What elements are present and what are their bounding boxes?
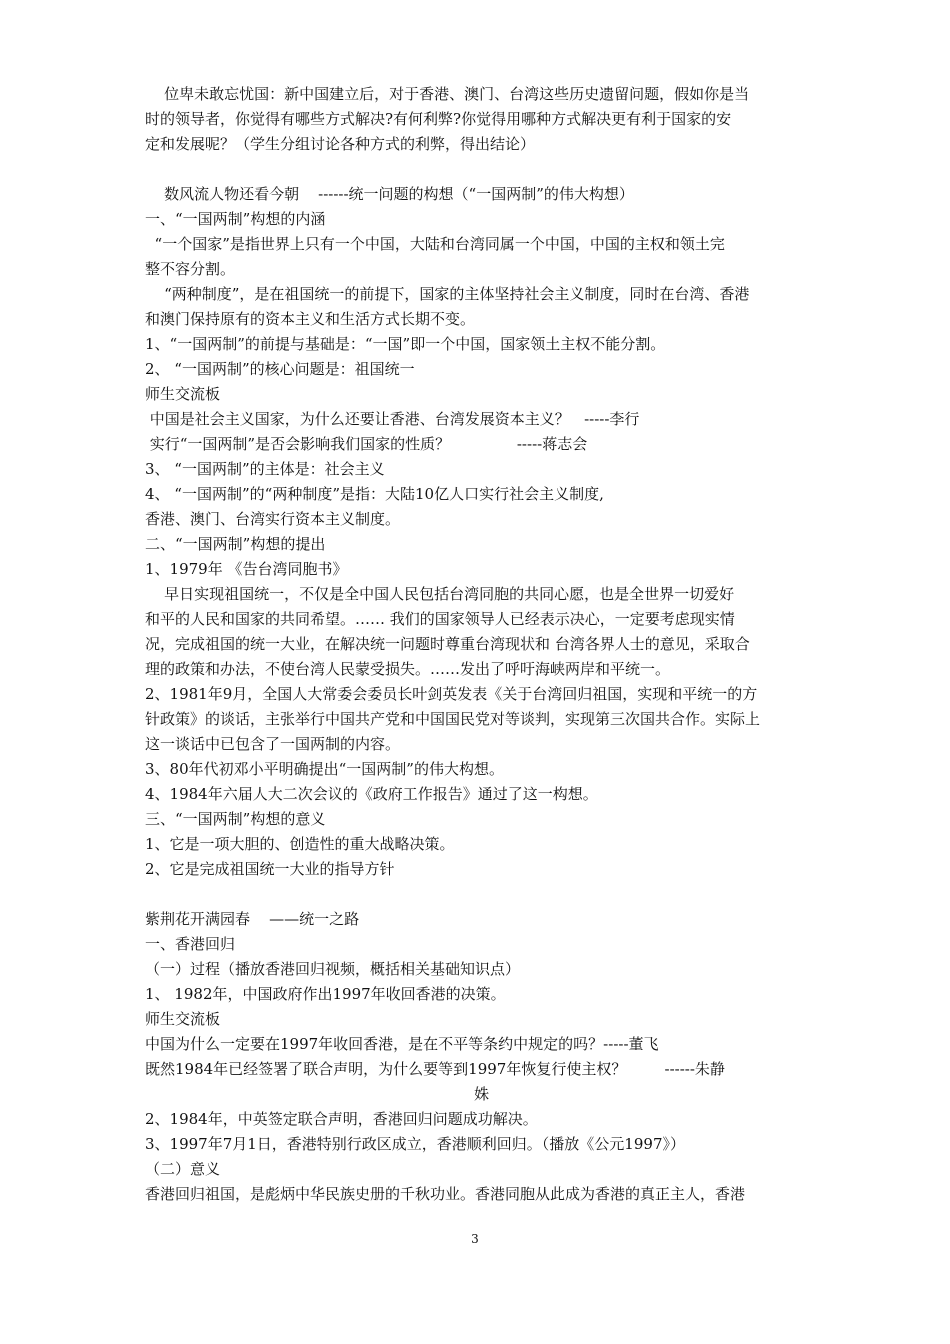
- page-number: 3: [471, 1232, 479, 1246]
- text-line: 和平的人民和国家的共同希望。…… 我们的国家领导人已经表示决心，一定要考虑现实情: [145, 610, 735, 628]
- text-line: 针政策》的谈话，主张举行中国共产党和中国国民党对等谈判，实现第三次国共合作。实际上: [145, 710, 761, 728]
- section-title: 紫荆花开满园春 ——统一之路: [145, 910, 360, 928]
- text-line: 实行“一国两制”是否会影响我们国家的性质？ -----蒋志会: [145, 435, 588, 453]
- subheading: （二）意义: [145, 1160, 221, 1178]
- text-line: 时的领导者，你觉得有哪些方式解决?有何利弊?你觉得用哪种方式解决更有利于国家的安: [145, 110, 732, 128]
- text-line: 中国是社会主义国家，为什么还要让香港、台湾发展资本主义？ -----李行: [145, 410, 640, 428]
- text-line: 3、80年代初邓小平明确提出“一国两制”的伟大构想。: [145, 760, 504, 778]
- text-line: 定和发展呢？（学生分组讨论各种方式的利弊，得出结论）: [145, 135, 536, 153]
- text-line: 位卑未敢忘忧国：新中国建立后，对于香港、澳门、台湾这些历史遗留问题，假如你是当: [145, 85, 750, 103]
- subheading: 师生交流板: [145, 385, 221, 403]
- text-line: 3、1997年7月1日，香港特别行政区成立，香港顺利回归。（播放《公元1997》）: [145, 1135, 685, 1153]
- text-line: 早日实现祖国统一，不仅是全中国人民包括台湾同胞的共同心愿，也是全世界一切爱好: [145, 585, 735, 603]
- subheading: 师生交流板: [145, 1010, 221, 1028]
- text-line: 理的政策和办法，不使台湾人民蒙受损失。……发出了呼吁海峡两岸和平统一。: [145, 660, 671, 678]
- heading: 一、“一国两制”构想的内涵: [145, 210, 326, 228]
- text-line: 2、1984年，中英签定联合声明，香港回归问题成功解决。: [145, 1110, 538, 1128]
- text-line: 和澳门保持原有的资本主义和生活方式长期不变。: [145, 310, 476, 328]
- text-line: 2、它是完成祖国统一大业的指导方针: [145, 860, 395, 878]
- text-line: 这一谈话中已包含了一国两制的内容。: [145, 735, 401, 753]
- text-line: 整不容分割。: [145, 260, 236, 278]
- text-line: 1、1979年 《告台湾同胞书》: [145, 560, 348, 578]
- text-line: 中国为什么一定要在1997年收回香港，是在不平等条约中规定的吗？-----董飞: [145, 1035, 659, 1053]
- text-line: “一个国家”是指世界上只有一个中国，大陆和台湾同属一个中国，中国的主权和领土完: [145, 235, 725, 253]
- text-line: 3、 “一国两制”的主体是：社会主义: [145, 460, 385, 478]
- text-line: “两种制度”，是在祖国统一的前提下，国家的主体坚持社会主义制度，同时在台湾、香港: [145, 285, 750, 303]
- heading: 一、香港回归: [145, 935, 236, 953]
- heading: 二、“一国两制”构想的提出: [145, 535, 326, 553]
- text-line: 香港、澳门、台湾实行资本主义制度。: [145, 510, 401, 528]
- text-line: 2、1981年9月，全国人大常委会委员长叶剑英发表《关于台湾回归祖国，实现和平统一的方: [145, 685, 758, 703]
- text-line: 4、 “一国两制”的“两种制度”是指：大陆10亿人口实行社会主义制度,: [145, 485, 604, 503]
- text-line: 姝: [145, 1085, 489, 1103]
- text-line: 既然1984年已经签署了联合声明，为什么要等到1997年恢复行使主权？ ------朱静: [145, 1060, 725, 1078]
- text-line: 香港回归祖国，是彪炳中华民族史册的千秋功业。香港同胞从此成为香港的真正主人，香港: [145, 1185, 746, 1203]
- text-line: 4、1984年六届人大二次会议的《政府工作报告》通过了这一构想。: [145, 785, 598, 803]
- text-line: 1、“一国两制”的前提与基础是：“一国”即一个中国，国家领土主权不能分割。: [145, 335, 666, 353]
- subheading: （一）过程（播放香港回归视频，概括相关基础知识点）: [145, 960, 521, 978]
- text-line: 1、它是一项大胆的、创造性的重大战略决策。: [145, 835, 455, 853]
- text-line: 2、 “一国两制”的核心问题是：祖国统一: [145, 360, 415, 378]
- section-title: 数风流人物还看今朝 ------统一问题的构想（“一国两制”的伟大构想）: [145, 185, 634, 203]
- text-line: 1、 1982年，中国政府作出1997年收回香港的决策。: [145, 985, 506, 1003]
- text-line: 况，完成祖国的统一大业，在解决统一问题时尊重台湾现状和 台湾各界人士的意见，采取合: [145, 635, 750, 653]
- heading: 三、“一国两制”构想的意义: [145, 810, 326, 828]
